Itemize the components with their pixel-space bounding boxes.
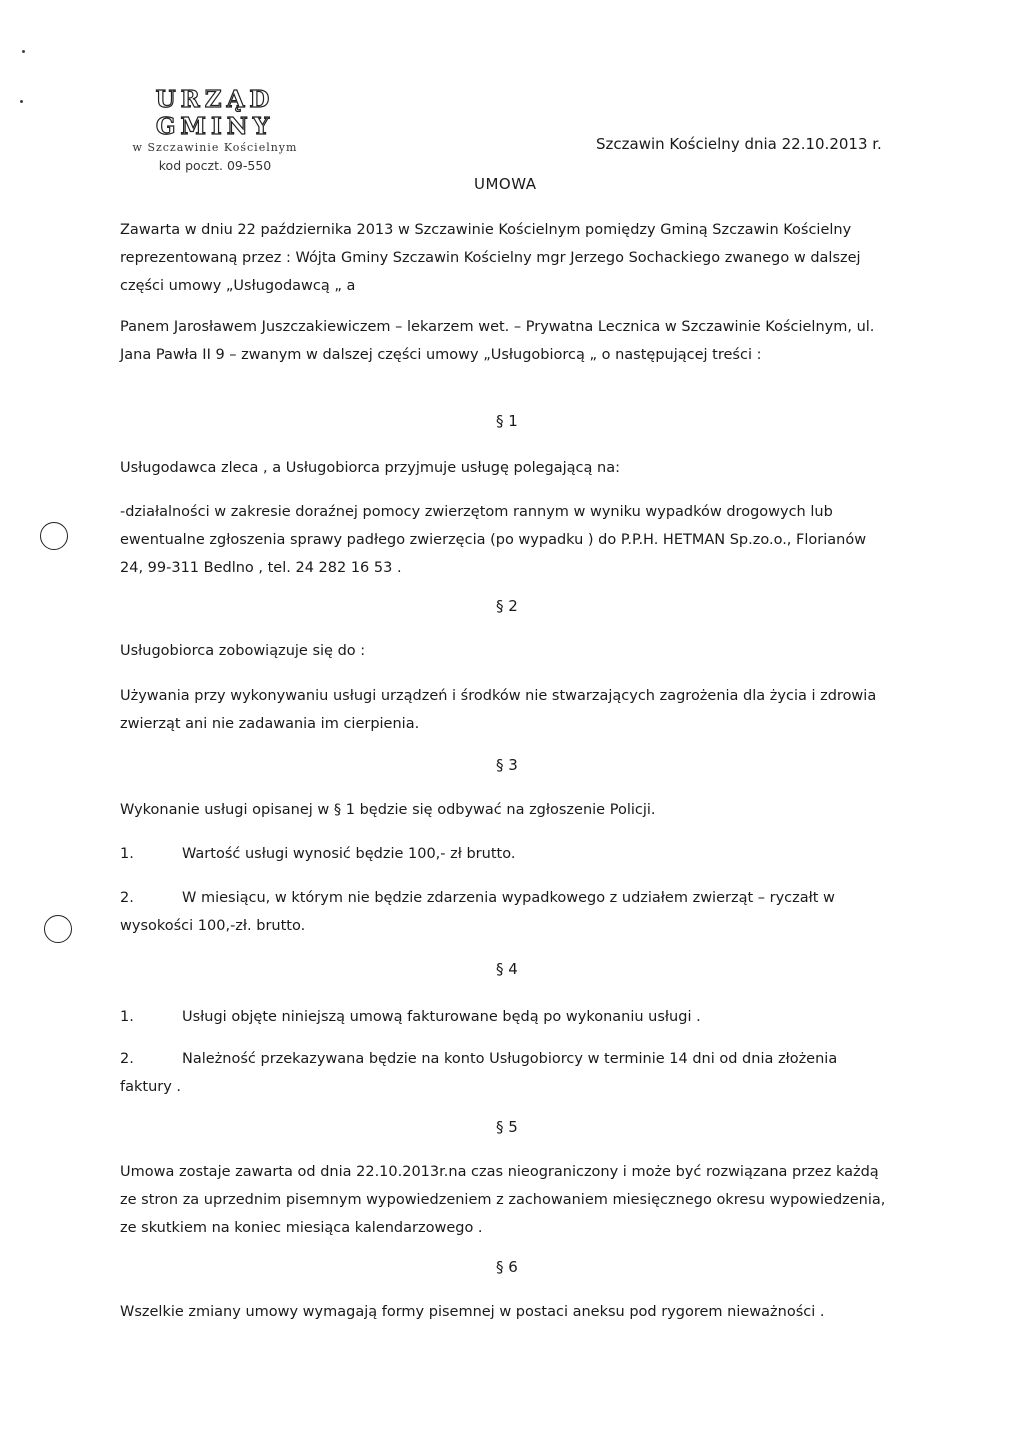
document-title: UMOWA [474, 175, 537, 193]
section-5-body: Umowa zostaje zawarta od dnia 22.10.2013r.na czas nieograniczony i może być rozwiązana przez każdą ze stron za uprzednim pisemnym wypowiedzeniem z zachowaniem miesięcznego okresu wypowiedzenia, ze skutkiem na koniec miesiąca kalendarzowego . [120, 1164, 886, 1236]
item-text: Należność przekazywana będzie na konto Usługobiorcy w terminie 14 dni od dnia złożenia faktury . [120, 1051, 838, 1095]
section-3-mark: § 3 [496, 756, 518, 774]
section-6-mark: § 6 [496, 1258, 518, 1276]
office-location: w Szczawinie Kościelnym [132, 141, 298, 154]
item-number: 2. [120, 1051, 134, 1067]
punch-hole [44, 915, 72, 943]
place-and-date: Szczawin Kościelny dnia 22.10.2013 r. [596, 135, 882, 153]
section-1-mark: § 1 [496, 412, 518, 430]
scan-speck [22, 50, 25, 53]
parties-paragraph: Zawarta w dniu 22 października 2013 w Szczawinie Kościelnym pomiędzy Gminą Szczawin Kościelny reprezentowaną przez : Wójta Gminy Szczawin Kościelny mgr Jerzego Sochackiego zwanego w dalszej części umowy „Usługodawcą „ a [120, 222, 861, 294]
section-4-item-2 [120, 1045, 890, 1101]
section-5-mark: § 5 [496, 1118, 518, 1136]
section-2-mark: § 2 [496, 597, 518, 615]
section-3-item-1 [120, 840, 890, 868]
section-1-body: -działalności w zakresie doraźnej pomocy zwierzętom rannym w wyniku wypadków drogowych lub ewentualne zgłoszenia sprawy padłego zwierzęcia (po wypadku ) do P.P.H. HETMAN Sp.zo.o., Florianów 24, 99-311 Bedlno , tel. 24 282 16 53 . [120, 504, 867, 576]
item-number: 1. [120, 846, 134, 862]
contractor-paragraph: Panem Jarosławem Juszczakiewiczem – lekarzem wet. – Prywatna Lecznica w Szczawinie Kościelnym, ul. Jana Pawła II 9 – zwanym w dalszej części umowy „Usługobiorcą „ o następującej treści : [120, 319, 875, 363]
item-number: 1. [120, 1009, 134, 1025]
office-name: URZĄD GMINY [155, 86, 275, 140]
item-number: 2. [120, 890, 134, 906]
punch-hole [40, 522, 68, 550]
section-2-body: Używania przy wykonywaniu usługi urządzeń i środków nie stwarzających zagrożenia dla życia i zdrowia zwierząt ani nie zadawania im cierpienia. [120, 688, 877, 732]
office-stamp [95, 86, 335, 173]
section-6-body: Wszelkie zmiany umowy wymagają formy pisemnej w postaci aneksu pod rygorem nieważności . [120, 1304, 825, 1320]
section-1-lead: Usługodawca zleca , a Usługobiorca przyjmuje usługę polegającą na: [120, 460, 620, 476]
section-3-item-2 [120, 884, 890, 940]
item-text: W miesiącu, w którym nie będzie zdarzenia wypadkowego z udziałem zwierząt – ryczałt w wysokości 100,-zł. brutto. [120, 890, 835, 934]
section-2-lead: Usługobiorca zobowiązuje się do : [120, 643, 366, 659]
section-4-mark: § 4 [496, 960, 518, 978]
item-text: Usługi objęte niniejszą umową fakturowane będą po wykonaniu usługi . [182, 1009, 701, 1025]
office-postal-code: kod poczt. 09-550 [158, 158, 272, 173]
section-3-lead: Wykonanie usługi opisanej w § 1 będzie się odbywać na zgłoszenie Policji. [120, 802, 656, 818]
item-text: Wartość usługi wynosić będzie 100,- zł brutto. [182, 846, 516, 862]
scan-speck [20, 100, 23, 103]
section-4-item-1 [120, 1003, 890, 1031]
